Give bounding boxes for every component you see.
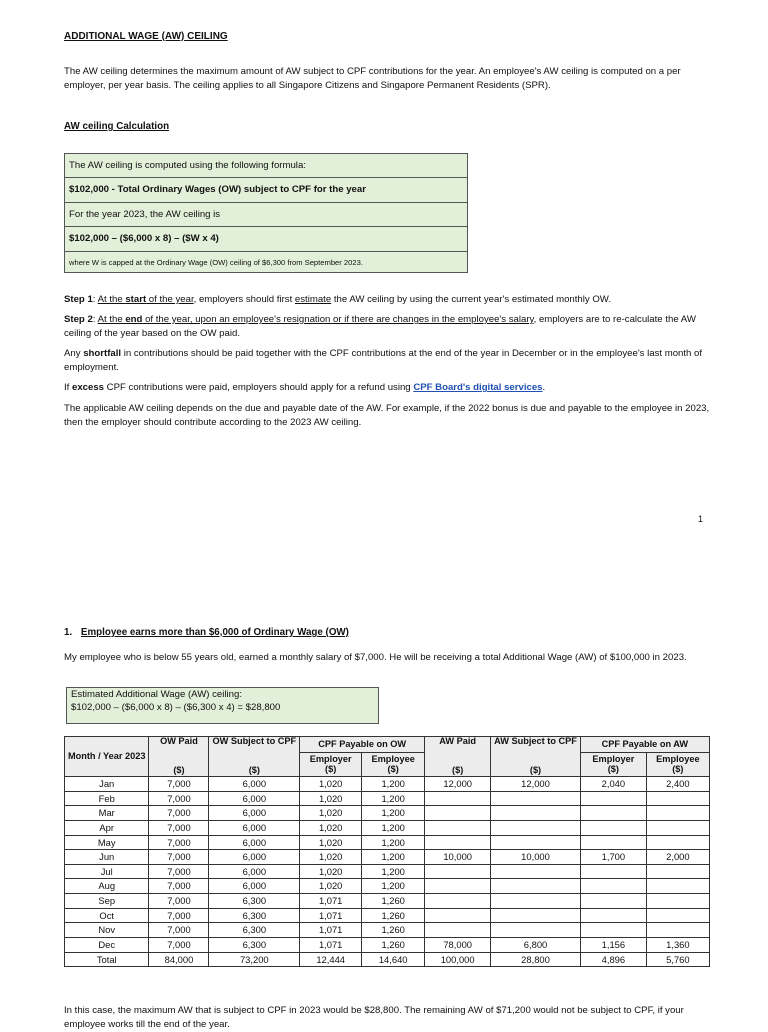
- cell-aw-employee: [646, 923, 709, 938]
- step1-underline-b: start: [125, 294, 147, 305]
- table-row: [65, 806, 710, 821]
- cell-ow-paid: 7,000: [149, 850, 209, 865]
- cell-ow-paid: 7,000: [149, 835, 209, 850]
- excess-text-2: CPF contributions were paid, employers should apply for a refund using: [104, 382, 414, 393]
- cell-aw-employer: [580, 923, 646, 938]
- cell-aw-employer: 4,896: [580, 952, 646, 967]
- cell-ow-employer: 1,071: [300, 923, 362, 938]
- cell-ow-employee: 14,640: [362, 952, 425, 967]
- step2-paragraph: [64, 313, 714, 341]
- cell-ow-subject: 6,300: [209, 894, 300, 909]
- header-aw-subject: AW Subject to CPF: [491, 737, 581, 753]
- cell-aw-employee: [646, 879, 709, 894]
- cell-ow-paid: 7,000: [149, 908, 209, 923]
- cell-month: Dec: [65, 937, 149, 952]
- cell-ow-employer: 1,020: [300, 791, 362, 806]
- cell-ow-subject: 6,000: [209, 850, 300, 865]
- shortfall-text-1: Any: [64, 348, 84, 359]
- table-row: [65, 820, 710, 835]
- header-month: Month / Year 2023: [65, 737, 149, 777]
- header-cpf-payable-ow: CPF Payable on OW: [300, 737, 425, 753]
- cell-ow-subject: 6,000: [209, 879, 300, 894]
- cell-aw-subject: [491, 923, 581, 938]
- cell-ow-employee: 1,260: [362, 923, 425, 938]
- step1-label: Step 1: [64, 294, 93, 305]
- table-row: [65, 850, 710, 865]
- shortfall-bold: shortfall: [83, 348, 122, 359]
- cell-aw-subject: [491, 894, 581, 909]
- header-aw-employee: [646, 753, 709, 777]
- cell-ow-subject: 6,000: [209, 806, 300, 821]
- section-title: Employee earns more than $6,000 of Ordinary Wage (OW): [80, 627, 349, 638]
- section-subheading: AW ceiling Calculation: [64, 121, 170, 132]
- cell-ow-paid: 7,000: [149, 791, 209, 806]
- shortfall-paragraph: [64, 347, 714, 375]
- cell-ow-employee: 1,200: [362, 879, 425, 894]
- header-ow-paid-unit: ($): [149, 753, 209, 777]
- cell-ow-employer: 1,071: [300, 894, 362, 909]
- excess-text-1: If: [64, 382, 72, 393]
- cell-aw-employer: 1,700: [580, 850, 646, 865]
- formula-intro: The AW ceiling is computed using the following formula:: [65, 154, 467, 178]
- cell-ow-employer: 1,020: [300, 777, 362, 792]
- cell-ow-employer: 1,020: [300, 806, 362, 821]
- cell-ow-paid: 7,000: [149, 937, 209, 952]
- cpf-contribution-table: [64, 736, 710, 967]
- header-aw-employer-unit: ($): [607, 763, 619, 774]
- cell-aw-employer: [580, 791, 646, 806]
- cell-aw-paid: 78,000: [425, 937, 491, 952]
- step1-paragraph: [64, 293, 714, 307]
- cell-month: Nov: [65, 923, 149, 938]
- cell-aw-employee: 2,000: [646, 850, 709, 865]
- cell-ow-employer: 1,020: [300, 835, 362, 850]
- cell-ow-employee: 1,260: [362, 908, 425, 923]
- cpf-table-body: [65, 777, 710, 967]
- cell-ow-subject: 6,000: [209, 777, 300, 792]
- cell-ow-paid: 7,000: [149, 820, 209, 835]
- cell-ow-paid: 84,000: [149, 952, 209, 967]
- header-cpf-payable-aw: CPF Payable on AW: [580, 737, 709, 753]
- cell-ow-employer: 12,444: [300, 952, 362, 967]
- formula-note: where W is capped at the Ordinary Wage (OW) ceiling of $6,300 from September 2023.: [69, 257, 363, 267]
- formula-year: For the year 2023, the AW ceiling is: [65, 203, 467, 227]
- header-ow-employer-unit: ($): [325, 763, 337, 774]
- cell-ow-paid: 7,000: [149, 879, 209, 894]
- cell-ow-paid: 7,000: [149, 894, 209, 909]
- cell-aw-paid: [425, 894, 491, 909]
- step1-estimate: estimate: [294, 294, 332, 305]
- cell-ow-employer: 1,020: [300, 850, 362, 865]
- header-ow-subject: OW Subject to CPF: [209, 737, 300, 753]
- cell-ow-subject: 6,000: [209, 791, 300, 806]
- cell-month: Apr: [65, 820, 149, 835]
- excess-bold: excess: [72, 382, 105, 393]
- formula-expression: $102,000 – ($6,000 x 8) – ($W x 4): [65, 227, 467, 252]
- cell-aw-subject: [491, 879, 581, 894]
- step2-colon: :: [92, 314, 96, 325]
- header-ow-employee-label: Employee: [371, 753, 415, 764]
- cell-aw-subject: 28,800: [491, 952, 581, 967]
- excess-text-3: .: [542, 382, 546, 393]
- cell-ow-employee: 1,200: [362, 820, 425, 835]
- header-ow-employer: [300, 753, 362, 777]
- step2-underline-b: end: [125, 314, 143, 325]
- cell-month: Aug: [65, 879, 149, 894]
- cell-ow-paid: 7,000: [149, 864, 209, 879]
- table-row: [65, 777, 710, 792]
- cell-aw-paid: [425, 879, 491, 894]
- cell-aw-subject: [491, 820, 581, 835]
- cell-month: Mar: [65, 806, 149, 821]
- cell-aw-employer: [580, 879, 646, 894]
- cell-aw-subject: 10,000: [491, 850, 581, 865]
- cell-aw-employer: 2,040: [580, 777, 646, 792]
- cell-ow-employer: 1,071: [300, 937, 362, 952]
- cell-month: Jun: [65, 850, 149, 865]
- table-row: [65, 937, 710, 952]
- header-aw-subject-unit: ($): [491, 753, 581, 777]
- formula-main: $102,000 - Total Ordinary Wages (OW) subject to CPF for the year: [65, 178, 467, 203]
- cell-aw-employee: [646, 820, 709, 835]
- cell-aw-employee: [646, 791, 709, 806]
- cell-ow-employer: 1,020: [300, 820, 362, 835]
- cell-aw-employee: [646, 806, 709, 821]
- cell-aw-subject: [491, 864, 581, 879]
- cell-aw-employee: [646, 835, 709, 850]
- table-row: [65, 908, 710, 923]
- table-row: [65, 952, 710, 967]
- cell-ow-subject: 73,200: [209, 952, 300, 967]
- formula-box: [64, 153, 468, 273]
- cell-aw-paid: [425, 835, 491, 850]
- estimate-box: [66, 687, 379, 724]
- cell-month: Jul: [65, 864, 149, 879]
- step1-colon: :: [92, 294, 96, 305]
- cell-aw-employer: [580, 806, 646, 821]
- step1-text-1: , employers should first: [193, 294, 295, 305]
- header-ow-employer-label: Employer: [309, 753, 352, 764]
- cell-aw-subject: 6,800: [491, 937, 581, 952]
- cell-ow-subject: 6,000: [209, 864, 300, 879]
- table-row: [65, 791, 710, 806]
- cell-ow-employee: 1,260: [362, 937, 425, 952]
- table-row: [65, 879, 710, 894]
- cpf-digital-services-link[interactable]: CPF Board's digital services: [413, 382, 543, 393]
- estimate-label: Estimated Additional Wage (AW) ceiling:: [71, 689, 242, 700]
- cell-month: Total: [65, 952, 149, 967]
- cell-aw-employee: 5,760: [646, 952, 709, 967]
- cell-aw-paid: [425, 791, 491, 806]
- table-row: [65, 923, 710, 938]
- cell-aw-employee: 1,360: [646, 937, 709, 952]
- cell-month: Feb: [65, 791, 149, 806]
- scenario-paragraph: My employee who is below 55 years old, earned a monthly salary of $7,000. He will be receiving a total Additional Wage (AW) of $100,000 in 2023.: [64, 652, 687, 663]
- header-aw-employer: [580, 753, 646, 777]
- table-row: [65, 835, 710, 850]
- header-ow-paid: OW Paid: [149, 737, 209, 753]
- step2-label: Step 2: [64, 314, 93, 325]
- section-number: 1.: [64, 627, 73, 638]
- conclusion-paragraph: In this case, the maximum AW that is subject to CPF in 2023 would be $28,800. The remaining AW of $71,200 would not be subject to CPF, if your employee works till the end of the year.: [64, 1005, 684, 1030]
- cell-ow-employer: 1,020: [300, 879, 362, 894]
- cell-ow-employee: 1,200: [362, 777, 425, 792]
- cell-ow-employee: 1,200: [362, 791, 425, 806]
- cell-aw-employer: [580, 894, 646, 909]
- cell-ow-employee: 1,200: [362, 850, 425, 865]
- cell-ow-subject: 6,300: [209, 923, 300, 938]
- cell-month: Oct: [65, 908, 149, 923]
- cell-ow-employer: 1,020: [300, 864, 362, 879]
- cell-month: May: [65, 835, 149, 850]
- cell-aw-subject: 12,000: [491, 777, 581, 792]
- cell-aw-subject: [491, 806, 581, 821]
- section-heading: [64, 626, 349, 640]
- intro-paragraph: The AW ceiling determines the maximum amount of AW subject to CPF contributions for the year. An employee's AW ceiling is computed on a per employer, per year basis. The ceiling applies to all Singapore Citizens and Singapore Permanent Residents (SPR).: [64, 66, 681, 91]
- cell-aw-employer: [580, 908, 646, 923]
- cell-aw-paid: [425, 923, 491, 938]
- cell-aw-employee: 2,400: [646, 777, 709, 792]
- cell-aw-paid: 12,000: [425, 777, 491, 792]
- cell-aw-paid: [425, 864, 491, 879]
- cell-ow-subject: 6,000: [209, 835, 300, 850]
- step1-underline-c: of the year: [146, 294, 194, 305]
- page-number: 1: [698, 514, 704, 524]
- cell-ow-paid: 7,000: [149, 806, 209, 821]
- cell-ow-subject: 6,300: [209, 908, 300, 923]
- step1-text-2: the AW ceiling by using the current year's estimated monthly OW.: [331, 294, 612, 305]
- cell-ow-employee: 1,200: [362, 864, 425, 879]
- cell-ow-paid: 7,000: [149, 923, 209, 938]
- applicable-paragraph: The applicable AW ceiling depends on the due and payable date of the AW. For example, if the 2022 bonus is due and payable to the employee in 2023, then the employer should contribute according to the 2023 AW ceiling.: [64, 403, 710, 428]
- cell-ow-paid: 7,000: [149, 777, 209, 792]
- table-row: [65, 864, 710, 879]
- cell-aw-paid: 10,000: [425, 850, 491, 865]
- cell-aw-paid: [425, 806, 491, 821]
- cell-ow-employee: 1,200: [362, 835, 425, 850]
- header-aw-paid: AW Paid: [425, 737, 491, 753]
- cell-aw-subject: [491, 908, 581, 923]
- cell-aw-employee: [646, 864, 709, 879]
- cell-aw-employee: [646, 908, 709, 923]
- step1-underline-a: At the: [97, 294, 126, 305]
- header-aw-employer-label: Employer: [592, 753, 635, 764]
- page-heading: ADDITIONAL WAGE (AW) CEILING: [64, 31, 228, 42]
- cell-ow-subject: 6,300: [209, 937, 300, 952]
- header-aw-employee-unit: ($): [672, 763, 684, 774]
- cell-aw-employer: [580, 820, 646, 835]
- cell-aw-paid: [425, 820, 491, 835]
- cell-aw-paid: 100,000: [425, 952, 491, 967]
- shortfall-text-2: in contributions should be paid together with the CPF contributions at the end of the year in December or in the employee's last month of employment.: [64, 348, 703, 373]
- cell-ow-employee: 1,200: [362, 806, 425, 821]
- cell-aw-subject: [491, 835, 581, 850]
- cell-aw-employer: [580, 835, 646, 850]
- header-ow-subject-unit: ($): [209, 753, 300, 777]
- cell-aw-employer: 1,156: [580, 937, 646, 952]
- header-aw-paid-unit: ($): [425, 753, 491, 777]
- cell-aw-subject: [491, 791, 581, 806]
- cell-ow-employee: 1,260: [362, 894, 425, 909]
- step2-text-1: , employers are to re-calculate the AW ceiling of the year based on the OW paid.: [64, 314, 696, 339]
- excess-paragraph: [64, 381, 714, 395]
- header-ow-employee-unit: ($): [387, 763, 399, 774]
- cell-ow-employer: 1,071: [300, 908, 362, 923]
- cell-aw-employer: [580, 864, 646, 879]
- header-ow-employee: [362, 753, 425, 777]
- header-aw-employee-label: Employee: [656, 753, 700, 764]
- cell-month: Jan: [65, 777, 149, 792]
- step2-underline-c: of the year, upon an employee's resignation or if there are changes in the employee's salary: [142, 314, 534, 325]
- cell-aw-paid: [425, 908, 491, 923]
- estimate-formula: $102,000 – ($6,000 x 8) – ($6,300 x 4) = $28,800: [71, 701, 281, 713]
- cell-ow-subject: 6,000: [209, 820, 300, 835]
- cell-aw-employee: [646, 894, 709, 909]
- step2-underline-a: At the: [97, 314, 126, 325]
- table-row: [65, 894, 710, 909]
- cell-month: Sep: [65, 894, 149, 909]
